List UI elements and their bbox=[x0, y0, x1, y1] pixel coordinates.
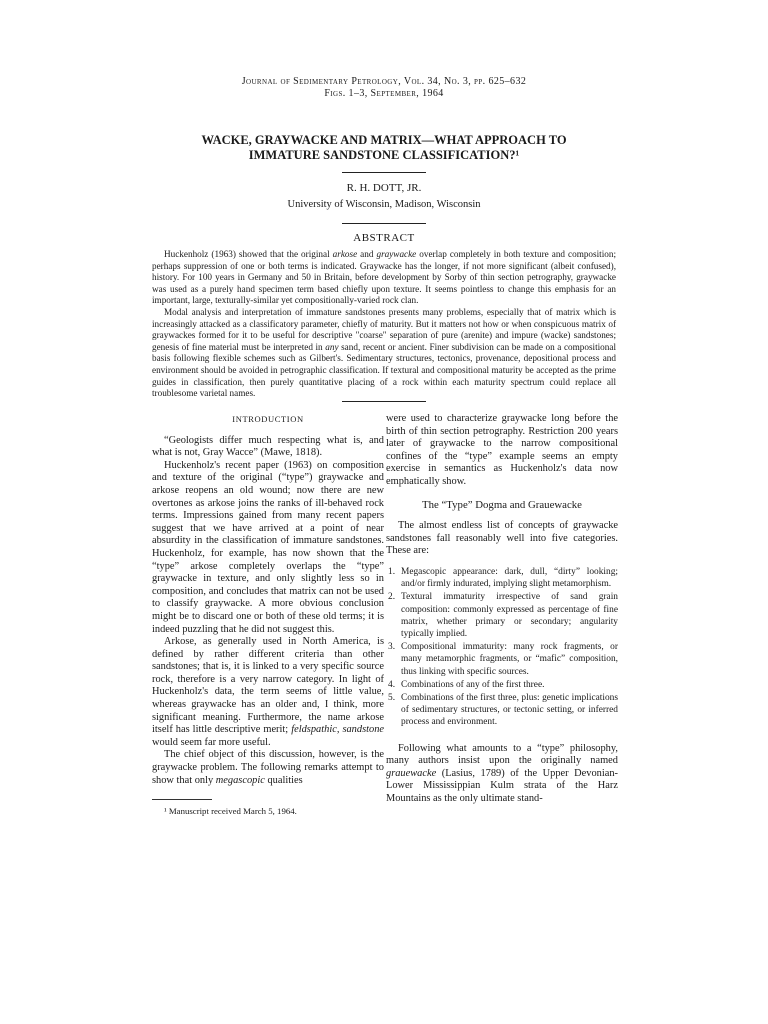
list-number: 3. bbox=[388, 642, 396, 653]
author-affiliation: University of Wisconsin, Madison, Wisconsin bbox=[287, 199, 481, 210]
right-column bbox=[386, 413, 618, 806]
abstract-divider bbox=[342, 401, 426, 402]
category-list bbox=[386, 566, 618, 729]
abstract-text: and bbox=[357, 249, 377, 259]
list-number: 1. bbox=[388, 566, 396, 577]
body-text: The chief object of this discussion, however, is the graywacke problem. The following remarks attempt to show that only bbox=[152, 749, 384, 786]
list-text: Combinations of any of the first three. bbox=[401, 679, 545, 690]
body-italic-term: megascopic bbox=[215, 774, 265, 786]
list-number: 5. bbox=[388, 692, 396, 703]
list-text: Compositional immaturity: many rock fragments, or many metamorphic fragments, or “mafic” composition, thus linking with specific sources. bbox=[401, 642, 618, 677]
footnote-divider bbox=[152, 799, 212, 800]
body-text: qualities bbox=[264, 774, 303, 786]
left-column bbox=[152, 413, 384, 817]
list-text: Textural immaturity irrespective of sand grain composition: commonly expressed as percentage of fine matrix, whether primary or secondary; angularity typically implied. bbox=[401, 592, 618, 639]
article-title bbox=[150, 133, 618, 163]
list-number: 2. bbox=[388, 592, 396, 603]
abstract-body bbox=[152, 249, 616, 400]
author-divider bbox=[342, 223, 426, 224]
journal-citation: Journal of Sedimentary Petrology, Vol. 34, No. 3, pp. 625–632 bbox=[241, 76, 527, 87]
figures-date-line: Figs. 1–3, September, 1964 bbox=[324, 88, 444, 99]
intro-paragraph-3 bbox=[152, 749, 384, 787]
list-item bbox=[386, 591, 618, 640]
closing-paragraph bbox=[386, 743, 618, 806]
body-text: would seem far more useful. bbox=[152, 736, 271, 748]
body-text: (Lasius, 1789) of the Upper Devonian-Lower Mississippian Kulm strata of the Harz Mountains as the only ultimate stand- bbox=[386, 767, 618, 804]
list-text: Megascopic appearance: dark, dull, “dirty” looking; and/or firmly indurated, implying slight metamorphism. bbox=[401, 566, 618, 590]
list-item bbox=[386, 679, 618, 691]
body-italic-term: grauewacke bbox=[386, 767, 437, 779]
journal-header bbox=[0, 76, 768, 100]
body-text: Arkose, as generally used in North America, is defined by rather different criteria than other sandstones; that is, it is linked to a very specific source rock, therefore is a very narrow category. In light of Huckenholz's data, the term seems of little value, whereas graywacke has an older and, I think, more significant meaning. Furthermore, the name arkose itself has little descriptive merit; bbox=[152, 636, 384, 736]
list-text: Combinations of the first three, plus: genetic implications of sedimentary structures, or tectonic setting, or inferred process and environment. bbox=[401, 692, 618, 728]
title-line-1: WACKE, GRAYWACKE AND MATRIX—WHAT APPROACH TO bbox=[201, 133, 567, 147]
continued-paragraph: were used to characterize graywacke long before the birth of thin section petrography. Restriction 200 years later of graywacke to the narrow compositional confines of the “type” example seems an empty exercise in semantics as Huckenholz's data now emphatically show. bbox=[386, 413, 618, 487]
list-intro-paragraph: The almost endless list of concepts of graywacke sandstones fall reasonably well into five categories. These are: bbox=[386, 520, 618, 557]
title-line-2: IMMATURE SANDSTONE CLASSIFICATION?¹ bbox=[248, 148, 520, 162]
list-number: 4. bbox=[388, 679, 396, 690]
intro-paragraph-1: Huckenholz's recent paper (1963) on composition and texture of the original (“type”) graywacke and arkose reopens an old wound; now there are new overtones as arkose joins the ranks of ill-behaved rock terms. Impressions gained from many recent papers suggest that we have arrived at a point of near absurdity in the classification of immature sandstones. Huckenholz, for example, has now shown that the “type” arkose completely overlaps the “type” graywacke in texture, and only slightly less so in composition, and concludes that matrix can not be used to classify graywacke. A more obvious conclusion might be to discard one or both of these old terms; it is indeed puzzling that he did not suggest this. bbox=[152, 459, 384, 635]
introduction-heading: INTRODUCTION bbox=[232, 414, 304, 424]
section-subheading: The “Type” Dogma and Grauewacke bbox=[422, 498, 582, 511]
intro-paragraph-2 bbox=[152, 636, 384, 749]
abstract-italic-term: any bbox=[325, 341, 339, 352]
abstract-paragraph-2 bbox=[152, 307, 616, 400]
abstract-text: sand, recent or ancient. Finer subdivision can be made on a compositional basis following flexible schemes such as Gilbert's. Sedimentary structures, tectonics, provenance, depositional process and environment should be avoided in petrographic classification. If textural and compositional maturity be accepted as the prime guides in classification, then purely quantitative placing of a rock within each maturity spectrum could replace all troublesome varietal names. bbox=[152, 341, 616, 399]
list-item bbox=[386, 566, 618, 590]
author-name: R. H. DOTT, JR. bbox=[346, 182, 422, 194]
abstract-italic-term: graywacke bbox=[376, 249, 417, 259]
abstract-text: Modal analysis and interpretation of immature sandstones presents many problems, especially that of matrix which is increasingly attacked as a classificatory parameter, chiefly of maturity. But it matters not how or when conspicuous matrix of graywackes formed for it to be useful for descriptive "coarse" separation of pure (arenite) and impure (wacke) sandstones; genesis of fine material must be interpreted in bbox=[152, 306, 616, 352]
footnote: ¹ Manuscript received March 5, 1964. bbox=[164, 806, 297, 817]
abstract-text: overlap completely in both texture and composition; perhaps suppression of one or both terms is indicated. Graywacke has the longer, if not more significant (albeit confused), history. For 100 years in Germany and 50 in Britain, before development by Sorby of thin section petrography, graywacke was used as a purely hand specimen term based chiefly upon texture. It seems pointless to change this emphasis for an important, large, texturally-similar yet compositionally-varied rock clan. bbox=[152, 249, 617, 306]
list-item bbox=[386, 641, 618, 678]
body-text: Following what amounts to a “type” philosophy, many authors insist upon the originally named bbox=[386, 742, 618, 767]
abstract-heading: ABSTRACT bbox=[353, 232, 415, 244]
epigraph-quote: “Geologists differ much respecting what is, and what is not, Gray Wacce” (Mawe, 1818). bbox=[152, 434, 384, 459]
abstract-text: Huckenholz (1963) showed that the original bbox=[164, 249, 333, 259]
body-italic-term: feldspathic, sandstone bbox=[291, 724, 385, 736]
list-item bbox=[386, 692, 618, 729]
title-divider bbox=[342, 172, 426, 173]
abstract-italic-term: arkose bbox=[332, 249, 358, 259]
abstract-paragraph-1 bbox=[152, 249, 616, 307]
